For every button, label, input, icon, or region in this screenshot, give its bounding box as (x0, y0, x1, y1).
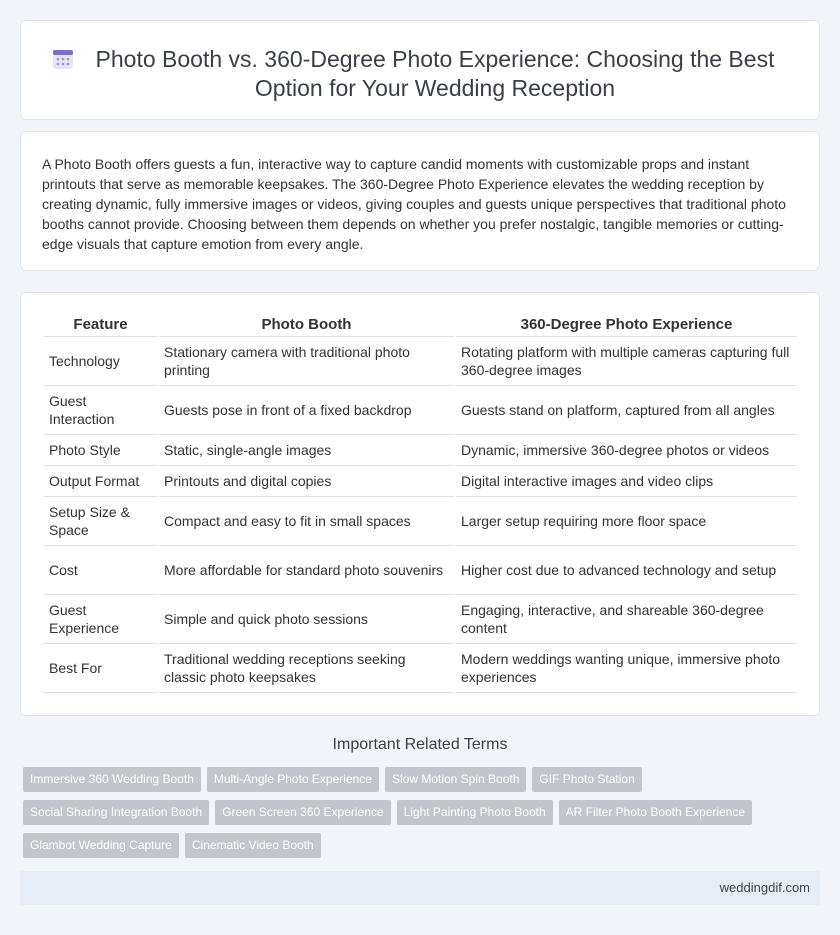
table-row (44, 546, 797, 595)
column-header-photo-booth: Photo Booth (159, 309, 454, 337)
photo-booth-cell: Static, single-angle images (159, 435, 454, 466)
360-cell: Guests stand on platform, captured from all angles (456, 386, 797, 435)
feature-cell: Cost (44, 546, 157, 595)
feature-cell: Output Format (44, 466, 157, 497)
related-terms-title: Important Related Terms (332, 736, 508, 753)
table-header-row (44, 309, 797, 337)
feature-cell: Best For (44, 644, 157, 693)
360-cell: Modern weddings wanting unique, immersive photo experiences (456, 644, 797, 693)
title-card (20, 20, 820, 120)
photo-booth-cell: Compact and easy to fit in small spaces (159, 497, 454, 546)
column-header-360: 360-Degree Photo Experience (456, 309, 797, 337)
footer-site-link[interactable]: weddingdif.com (719, 880, 810, 895)
related-term-tag[interactable]: Multi-Angle Photo Experience (207, 767, 379, 792)
360-cell: Dynamic, immersive 360-degree photos or videos (456, 435, 797, 466)
photo-booth-cell: Stationary camera with traditional photo printing (159, 337, 454, 386)
photo-booth-cell: Traditional wedding receptions seeking classic photo keepsakes (159, 644, 454, 693)
feature-cell: Photo Style (44, 435, 157, 466)
related-term-tag[interactable]: AR Filter Photo Booth Experience (559, 800, 752, 825)
related-term-tag[interactable]: Social Sharing Integration Booth (23, 800, 209, 825)
360-cell: Rotating platform with multiple cameras capturing full 360-degree images (456, 337, 797, 386)
comparison-card (20, 292, 820, 716)
column-header-feature: Feature (44, 309, 157, 337)
table-row (44, 644, 797, 693)
photo-booth-cell: Printouts and digital copies (159, 466, 454, 497)
related-term-tag[interactable]: Light Painting Photo Booth (397, 800, 553, 825)
feature-cell: Technology (44, 337, 157, 386)
related-term-tag[interactable]: Cinematic Video Booth (185, 833, 321, 858)
related-term-tag[interactable]: Glambot Wedding Capture (23, 833, 179, 858)
table-row (44, 337, 797, 386)
photo-booth-cell: Simple and quick photo sessions (159, 595, 454, 644)
footer (20, 871, 820, 905)
feature-cell: Setup Size & Space (44, 497, 157, 546)
360-cell: Digital interactive images and video clips (456, 466, 797, 497)
related-term-tag[interactable]: Green Screen 360 Experience (215, 800, 390, 825)
related-term-tag[interactable]: GIF Photo Station (532, 767, 641, 792)
table-row (44, 435, 797, 466)
comparison-table (42, 309, 799, 693)
intro-paragraph: A Photo Booth offers guests a fun, interactive way to capture candid moments with customizable props and instant printouts that serve as memorable keepsakes. The 360-Degree Photo Experience elevates the wedding reception by creating dynamic, fully immersive images or videos, giving couples and guests unique perspectives that traditional photo booths cannot provide. Choosing between them depends on whether you prefer nostalgic, tangible memories or cutting-edge visuals that capture emotion from every angle. (42, 156, 786, 252)
related-term-tag[interactable]: Immersive 360 Wedding Booth (23, 767, 201, 792)
360-cell: Higher cost due to advanced technology and setup (456, 546, 797, 595)
360-cell: Engaging, interactive, and shareable 360-degree content (456, 595, 797, 644)
360-cell: Larger setup requiring more floor space (456, 497, 797, 546)
related-terms-list (23, 767, 793, 858)
table-row (44, 386, 797, 435)
table-row (44, 595, 797, 644)
photo-booth-cell: Guests pose in front of a fixed backdrop (159, 386, 454, 435)
page-title: Photo Booth vs. 360-Degree Photo Experience: Choosing the Best Option for Your Wedding Reception (95, 46, 775, 101)
photo-booth-cell: More affordable for standard photo souvenirs (159, 546, 454, 595)
table-row (44, 497, 797, 546)
table-row (44, 466, 797, 497)
related-term-tag[interactable]: Slow Motion Spin Booth (385, 767, 526, 792)
feature-cell: Guest Interaction (44, 386, 157, 435)
intro-card (20, 131, 820, 271)
feature-cell: Guest Experience (44, 595, 157, 644)
